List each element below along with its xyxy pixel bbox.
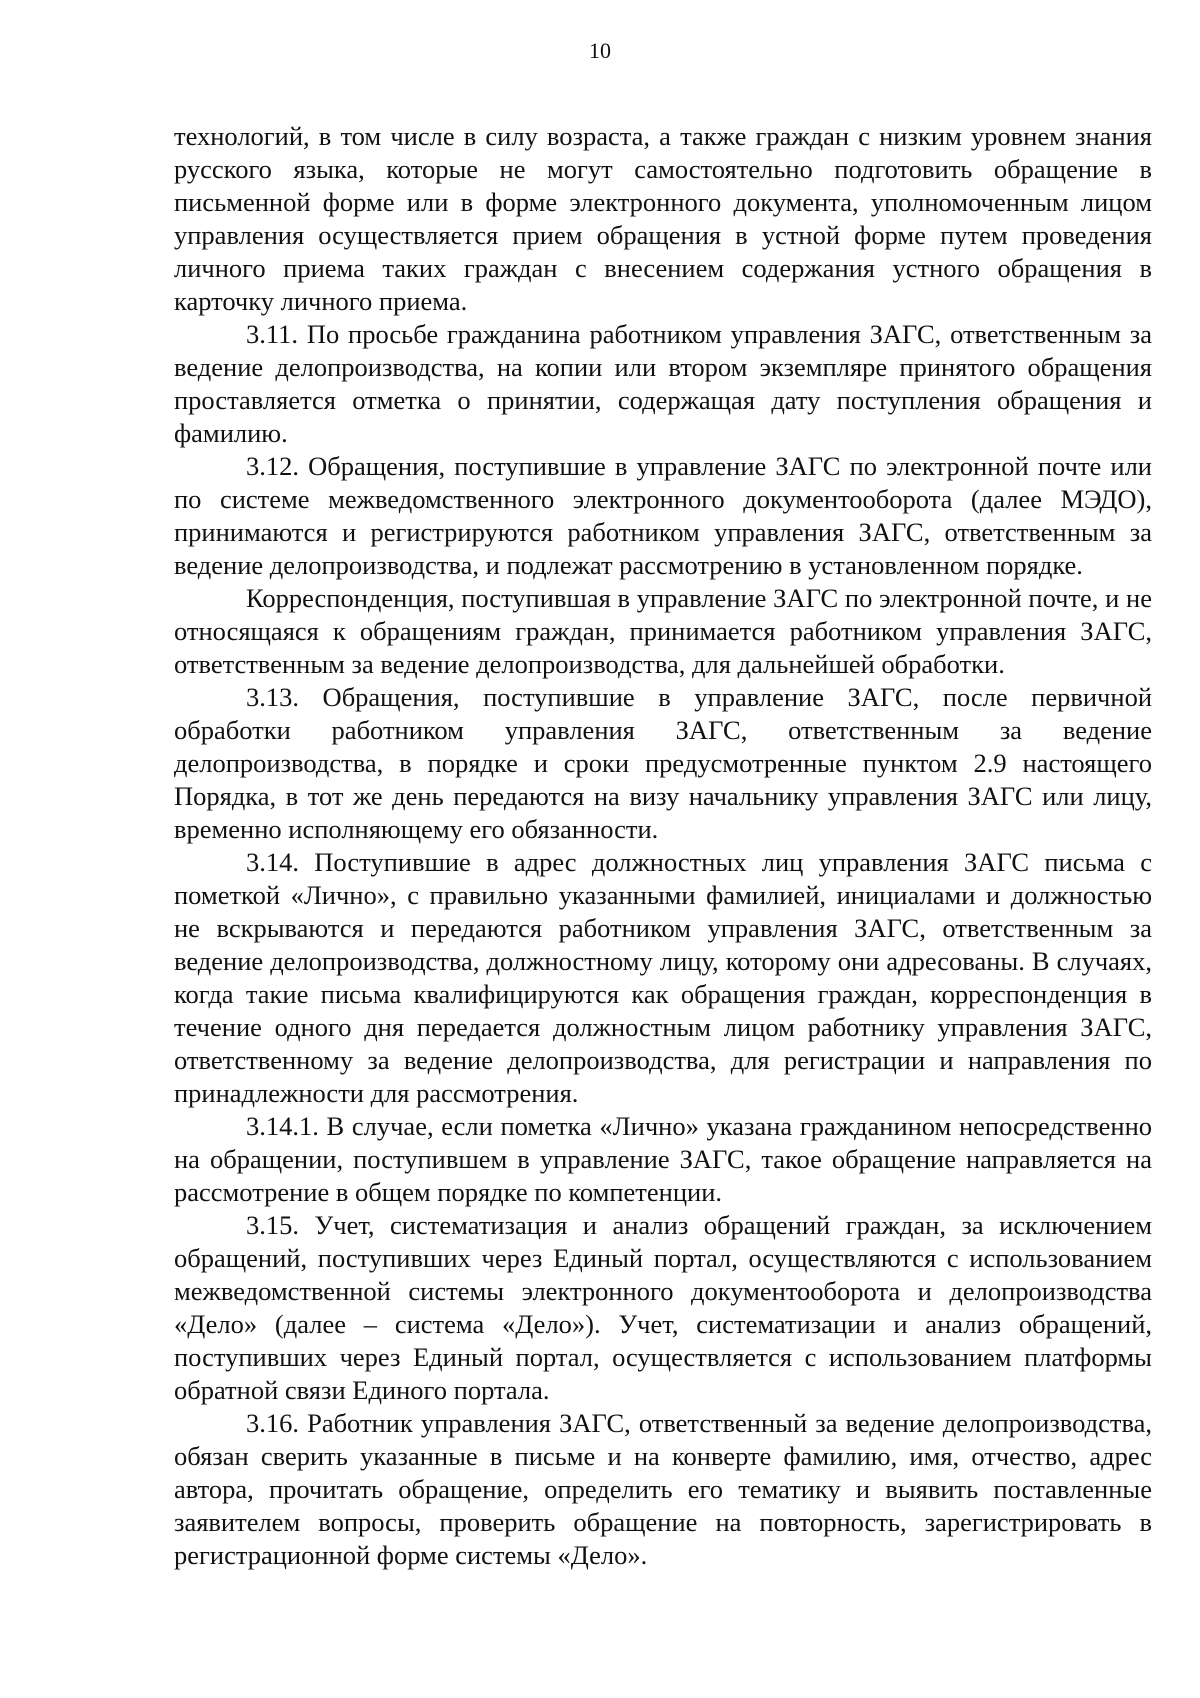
paragraph-correspondence: Корреспонденция, поступившая в управление ЗАГС по электронной почте, и не относящаяся к обращениям граждан, принимается работником управления ЗАГС, ответственным за ведение делопроизводства, для дальнейшей обработки. xyxy=(174,583,1152,679)
paragraph-3-12: 3.12. Обращения, поступившие в управление ЗАГС по электронной почте или по системе межведомственного электронного документооборота (далее МЭДО), принимаются и регистрируются работником управления ЗАГС, ответственным за ведение делопроизводства, и подлежат рассмотрению в установленном порядке. xyxy=(174,451,1152,580)
paragraph-continuation: технологий, в том числе в силу возраста, а также граждан с низким уровнем знания русского языка, которые не могут самостоятельно подготовить обращение в письменной форме или в форме электронного документа, уполномоченным лицом управления осуществляется прием обращения в устной форме путем проведения личного приема таких граждан с внесением содержания устного обращения в карточку личного приема. xyxy=(174,121,1152,316)
document-body xyxy=(174,120,1152,1572)
paragraph-3-14-1: 3.14.1. В случае, если пометка «Лично» указана гражданином непосредственно на обращении, поступившем в управление ЗАГС, такое обращение направляется на рассмотрение в общем порядке по компетенции. xyxy=(174,1111,1152,1207)
page-number: 10 xyxy=(589,38,611,63)
paragraph-3-11: 3.11. По просьбе гражданина работником управления ЗАГС, ответственным за ведение делопроизводства, на копии или втором экземпляре принятого обращения проставляется отметка о принятии, содержащая дату поступления обращения и фамилию. xyxy=(174,319,1152,448)
paragraph-3-14: 3.14. Поступившие в адрес должностных лиц управления ЗАГС письма с пометкой «Лично», с правильно указанными фамилией, инициалами и должностью не вскрываются и передаются работником управления ЗАГС, ответственным за ведение делопроизводства, должностному лицу, которому они адресованы. В случаях, когда такие письма квалифицируются как обращения граждан, корреспонденция в течение одного дня передается должностным лицом работнику управления ЗАГС, ответственному за ведение делопроизводства, для регистрации и направления по принадлежности для рассмотрения. xyxy=(174,847,1152,1108)
paragraph-3-16: 3.16. Работник управления ЗАГС, ответственный за ведение делопроизводства, обязан сверить указанные в письме и на конверте фамилию, имя, отчество, адрес автора, прочитать обращение, определить его тематику и выявить поставленные заявителем вопросы, проверить обращение на повторность, зарегистрировать в регистрационной форме системы «Дело». xyxy=(174,1408,1152,1570)
paragraph-3-13: 3.13. Обращения, поступившие в управление ЗАГС, после первичной обработки работником управления ЗАГС, ответственным за ведение делопроизводства, в порядке и сроки предусмотренные пунктом 2.9 настоящего Порядка, в тот же день передаются на визу начальнику управления ЗАГС или лицу, временно исполняющему его обязанности. xyxy=(174,682,1152,844)
paragraph-3-15: 3.15. Учет, систематизация и анализ обращений граждан, за исключением обращений, поступивших через Единый портал, осуществляются с использованием межведомственной системы электронного документооборота и делопроизводства «Дело» (далее – система «Дело»). Учет, систематизации и анализ обращений, поступивших через Единый портал, осуществляется с использованием платформы обратной связи Единого портала. xyxy=(174,1210,1152,1405)
